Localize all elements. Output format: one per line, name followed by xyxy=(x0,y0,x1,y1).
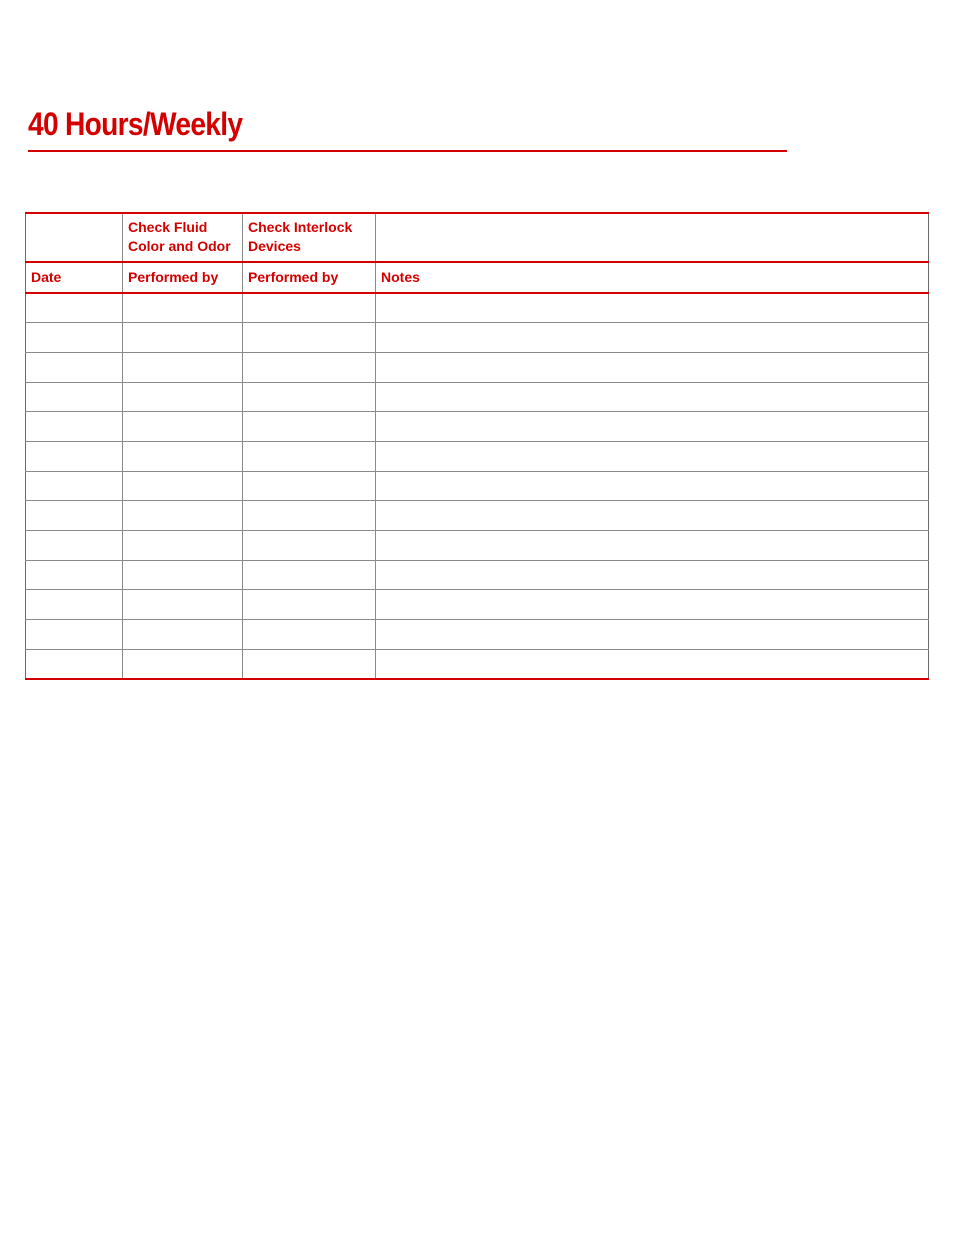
table-row xyxy=(26,412,929,442)
entry-cell-performed-by-fluid[interactable] xyxy=(123,590,243,620)
entry-cell-date[interactable] xyxy=(26,382,123,412)
entry-cell-notes[interactable] xyxy=(376,560,929,590)
table-row xyxy=(26,352,929,382)
entry-cell-performed-by-fluid[interactable] xyxy=(123,441,243,471)
entry-cell-performed-by-interlock[interactable] xyxy=(243,560,376,590)
entry-cell-performed-by-fluid[interactable] xyxy=(123,649,243,679)
entry-cell-performed-by-interlock[interactable] xyxy=(243,293,376,323)
entry-cell-date[interactable] xyxy=(26,412,123,442)
entry-cell-date[interactable] xyxy=(26,323,123,353)
table-row xyxy=(26,323,929,353)
entry-cell-performed-by-interlock[interactable] xyxy=(243,382,376,412)
entry-cell-date[interactable] xyxy=(26,441,123,471)
entry-cell-date[interactable] xyxy=(26,471,123,501)
entry-cell-performed-by-interlock[interactable] xyxy=(243,649,376,679)
column-label-performed-by-fluid: Performed by xyxy=(123,262,243,293)
entry-cell-notes[interactable] xyxy=(376,412,929,442)
entry-cell-date[interactable] xyxy=(26,352,123,382)
entry-cell-date[interactable] xyxy=(26,590,123,620)
entry-cell-performed-by-interlock[interactable] xyxy=(243,501,376,531)
entry-cell-performed-by-interlock[interactable] xyxy=(243,620,376,650)
entry-cell-notes[interactable] xyxy=(376,501,929,531)
entry-cell-performed-by-interlock[interactable] xyxy=(243,590,376,620)
column-label-date: Date xyxy=(26,262,123,293)
entry-cell-performed-by-fluid[interactable] xyxy=(123,471,243,501)
entry-cell-notes[interactable] xyxy=(376,649,929,679)
table-row xyxy=(26,560,929,590)
table-row xyxy=(26,590,929,620)
entry-cell-performed-by-interlock[interactable] xyxy=(243,352,376,382)
table-row xyxy=(26,620,929,650)
entry-cell-notes[interactable] xyxy=(376,441,929,471)
entry-cell-performed-by-fluid[interactable] xyxy=(123,531,243,561)
table-row xyxy=(26,382,929,412)
title-underline xyxy=(28,150,787,152)
entry-cell-performed-by-interlock[interactable] xyxy=(243,471,376,501)
entry-cell-performed-by-interlock[interactable] xyxy=(243,412,376,442)
entry-cell-performed-by-fluid[interactable] xyxy=(123,560,243,590)
table-row xyxy=(26,649,929,679)
table-row xyxy=(26,471,929,501)
entry-cell-performed-by-fluid[interactable] xyxy=(123,382,243,412)
column-label-notes: Notes xyxy=(376,262,929,293)
entry-cell-date[interactable] xyxy=(26,560,123,590)
entry-cell-notes[interactable] xyxy=(376,323,929,353)
task-header-cell xyxy=(26,213,123,262)
table-row xyxy=(26,293,929,323)
entry-cell-performed-by-interlock[interactable] xyxy=(243,323,376,353)
entry-cell-date[interactable] xyxy=(26,620,123,650)
task-header-cell xyxy=(376,213,929,262)
table-row xyxy=(26,441,929,471)
entry-cell-notes[interactable] xyxy=(376,590,929,620)
maintenance-log-table xyxy=(25,212,929,680)
table-row xyxy=(26,501,929,531)
entry-cell-date[interactable] xyxy=(26,293,123,323)
entry-cell-performed-by-interlock[interactable] xyxy=(243,531,376,561)
entry-cell-performed-by-fluid[interactable] xyxy=(123,412,243,442)
entry-cell-notes[interactable] xyxy=(376,293,929,323)
column-label-performed-by-interlock: Performed by xyxy=(243,262,376,293)
entry-cell-performed-by-fluid[interactable] xyxy=(123,620,243,650)
entry-cell-date[interactable] xyxy=(26,649,123,679)
entry-cell-performed-by-fluid[interactable] xyxy=(123,293,243,323)
entry-cell-notes[interactable] xyxy=(376,382,929,412)
page-title: 40 Hours/Weekly xyxy=(28,106,243,142)
entry-cell-notes[interactable] xyxy=(376,352,929,382)
entry-cell-performed-by-fluid[interactable] xyxy=(123,501,243,531)
entry-cell-performed-by-interlock[interactable] xyxy=(243,441,376,471)
task-header-interlock-check: Check Interlock Devices xyxy=(243,213,376,262)
task-header-row xyxy=(26,213,929,262)
entry-cell-notes[interactable] xyxy=(376,531,929,561)
table-row xyxy=(26,531,929,561)
entry-cell-performed-by-fluid[interactable] xyxy=(123,352,243,382)
entry-cell-notes[interactable] xyxy=(376,620,929,650)
task-header-fluid-check: Check Fluid Color and Odor xyxy=(123,213,243,262)
entry-cell-performed-by-fluid[interactable] xyxy=(123,323,243,353)
entry-cell-notes[interactable] xyxy=(376,471,929,501)
entry-cell-date[interactable] xyxy=(26,501,123,531)
entry-cell-date[interactable] xyxy=(26,531,123,561)
column-label-row xyxy=(26,262,929,293)
